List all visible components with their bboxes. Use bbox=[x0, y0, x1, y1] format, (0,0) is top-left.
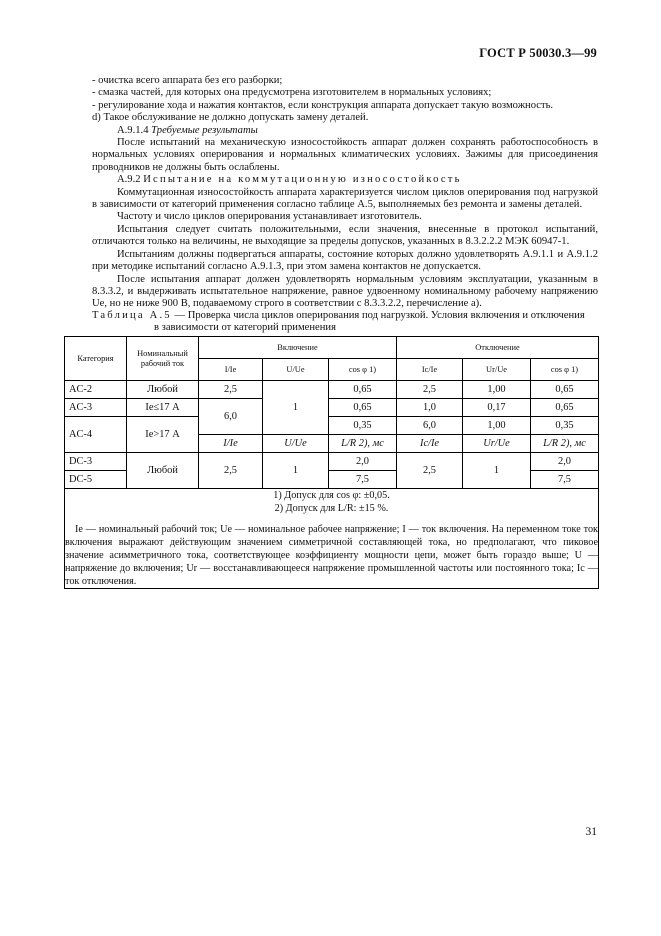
page-number: 31 bbox=[585, 826, 597, 838]
list-item: - регулирование хода и нажатия контактов, если конструкция аппарата допускает такую возможность. bbox=[92, 99, 554, 111]
table-note: Ie — номинальный рабочий ток; Ue — номинальное рабочее напряжение; I — ток включения. На переменном токе ток включения выражают действующим значением симметричной составляющей тока, но предполагают, что пиковое значение асимметричного тока, соответствующее коэффициенту мощности цепи, может быть гораздо выше; U — напряжение до включения; Ur — восстанавливающееся напряжение промышленной частоты или постоянного тока; Ic — ток отключения. bbox=[65, 524, 598, 587]
table-a5 bbox=[64, 336, 599, 589]
paragraph: Частоту и число циклов оперирования устанавливает изготовитель. bbox=[117, 211, 422, 223]
section-heading-a92: А.9.2 Испытание на коммутационную износостойкость bbox=[117, 174, 462, 186]
paragraph: Испытаниям должны подвергаться аппараты, состояние которых должно удовлетворять А.9.1.1 и А.9.1.2 при методике испытаний согласно А.9.1.3, при этом замена контактов не допускается. bbox=[92, 248, 598, 273]
header-rated-current: Номинальный рабочий ток bbox=[127, 337, 199, 381]
paragraph: Испытания следует считать положительными, если значения, внесенные в протокол испытаний, отличаются только на величины, не выходящие за пределы допусков, указанных в 8.3.2.2.2 МЭК 60947-1. bbox=[92, 223, 598, 248]
header-break: Отключение bbox=[397, 337, 599, 359]
table-row: AC-2 Любой 2,5 1 0,65 2,5 1,00 0,65 bbox=[65, 381, 599, 399]
table-row: AC-4 Ie>17 А 0,35 6,0 1,00 0,35 bbox=[65, 417, 599, 435]
footnote: 1) Допуск для cos φ: ±0,05. bbox=[273, 490, 390, 501]
footnote: 2) Допуск для L/R: ±15 %. bbox=[274, 503, 389, 514]
paragraph: После испытания аппарат должен удовлетворять нормальным условиям эксплуатации, указанным в 8.3.3.2, и выдерживать испытательное напряжение, равное удвоенному номинальному рабочему напряжению Ue, но не ниже 900 В, подаваемому строго в соответствии с 8.3.3.2.2, перечисление а). bbox=[92, 273, 598, 310]
table-row: DC-3 Любой 2,5 1 2,0 2,5 1 2,0 bbox=[65, 453, 599, 471]
list-item: - очистка всего аппарата без его разборки; bbox=[92, 75, 283, 86]
paragraph: Коммутационная износостойкость аппарата характеризуется числом циклов оперирования под нагрузкой в зависимости от категорий применения согласно таблице А.5, выполняемых без ремонта и замены деталей. bbox=[92, 186, 598, 211]
table-caption: Таблица А.5 — Проверка числа циклов оперирования под нагрузкой. Условия включения и отключения в зависимости от категорий применения bbox=[92, 310, 585, 333]
paragraph: После испытаний на механическую износостойкость аппарат должен сохранять работоспособность в нормальных условиях оперирования и нормальных климатических условиях. Зажимы для присоединения проводников не должны быть ослаблены. bbox=[92, 137, 598, 173]
subheader-cell: cos φ 1) bbox=[531, 359, 599, 381]
table-row: AC-3 Ie≤17 А 6,0 0,65 1,0 0,17 0,65 bbox=[65, 399, 599, 417]
header-category: Категория bbox=[65, 337, 127, 381]
list-item: - смазка частей, для которых она предусмотрена изготовителем в нормальных условиях; bbox=[92, 87, 492, 99]
subheader-cell: U/Ue bbox=[263, 359, 329, 381]
subheader-cell: I/Ie bbox=[199, 359, 263, 381]
dc-subheader-row: I/Ie U/Ue L/R 2), мс Ic/Ie Ur/Ue L/R 2), мс bbox=[65, 435, 599, 453]
subheader-cell: cos φ 1) bbox=[329, 359, 397, 381]
subheader-cell: Ur/Ue bbox=[463, 359, 531, 381]
section-heading-a914: А.9.1.4 Требуемые результаты bbox=[117, 124, 258, 136]
list-item: d) Такое обслуживание не должно допускать замену деталей. bbox=[92, 112, 369, 124]
subheader-cell: Ic/Ie bbox=[397, 359, 463, 381]
table-row: DC-5 7,5 7,5 bbox=[65, 471, 599, 489]
table-footnotes bbox=[65, 489, 599, 589]
standard-header: ГОСТ Р 50030.3—99 bbox=[479, 46, 597, 60]
body-text bbox=[92, 75, 598, 311]
header-make: Включение bbox=[199, 337, 397, 359]
